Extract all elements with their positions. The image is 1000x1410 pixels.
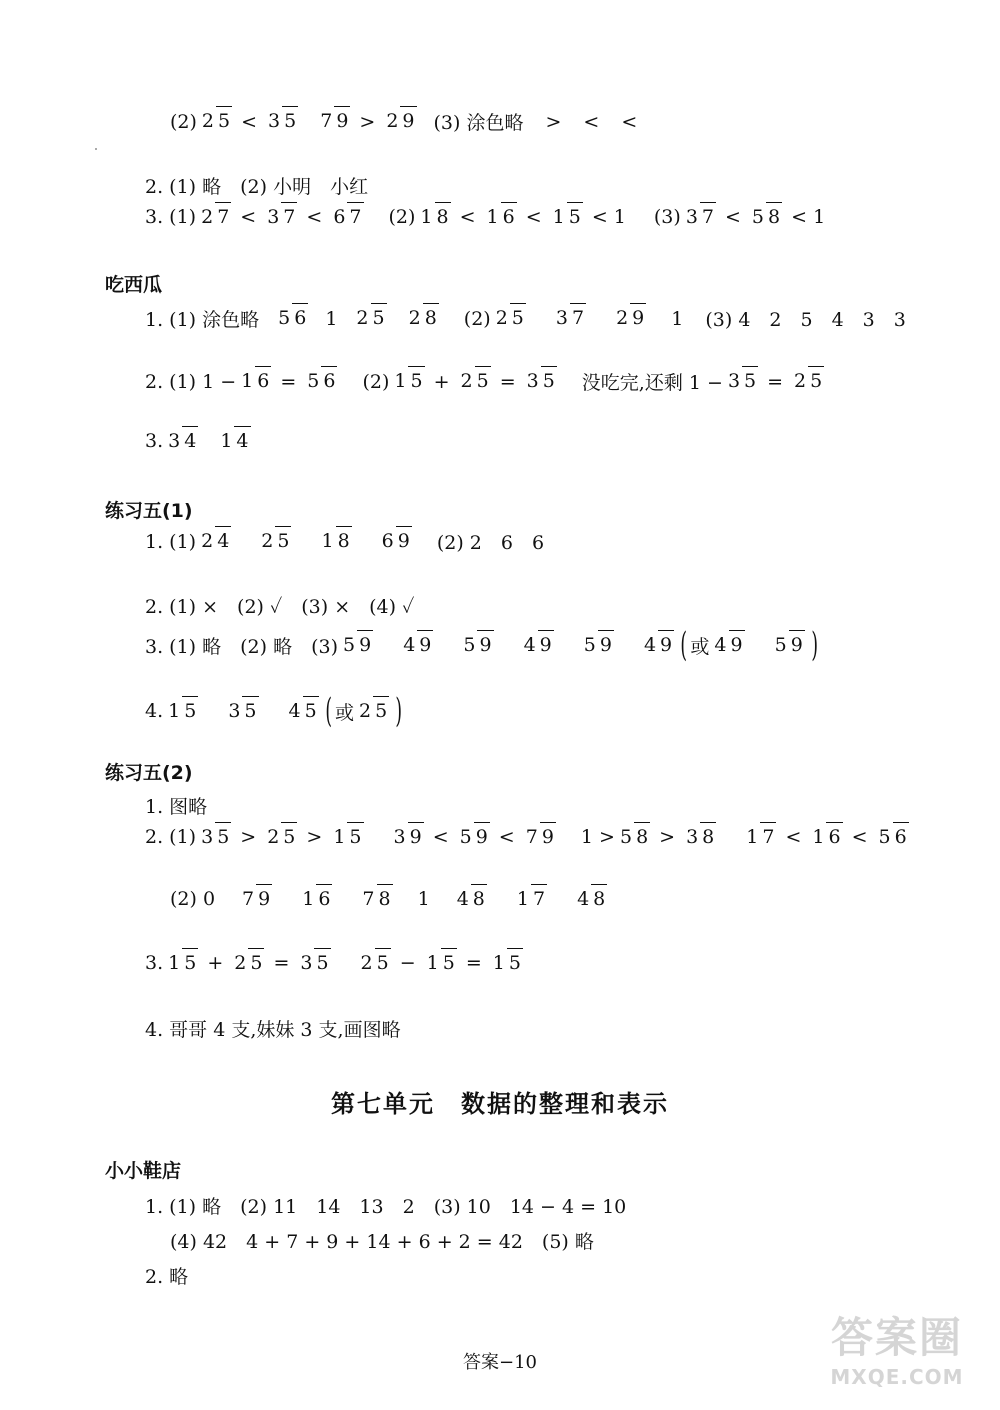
fraction: 1 7 xyxy=(515,890,547,909)
fraction: 7 9 xyxy=(524,828,556,847)
text: 没吃完,还剩 1 − xyxy=(581,372,723,394)
answer-line: 2. (1) 1 − 1 6 = 5 6 (2) 1 5 + 2 5 = 3 5 没吃完,还剩 1 − 3 5 = 2 5 xyxy=(145,368,827,395)
text: 2. (1) × (2) ✓ (3) × (4) ✓ xyxy=(145,596,415,618)
fraction: 3 4 xyxy=(166,432,198,451)
answer-line xyxy=(145,172,368,199)
fraction: 3 5 xyxy=(298,954,330,973)
text: (3) 涂色略 xyxy=(433,112,524,134)
answer-line: 2. (1) 3 5 > 2 5 > 1 5 3 9 < 5 9 < 7 9 1 > 5 8 > 3 8 1 7 < 1 6 < 5 6 xyxy=(145,826,912,848)
text: (4) 42 4 + 7 + 9 + 14 + 6 + 2 = 42 (5) 略 xyxy=(170,1231,594,1253)
answer-line xyxy=(145,1015,401,1042)
fraction: 1 8 xyxy=(418,208,450,227)
fraction: 5 9 xyxy=(341,636,373,655)
label: 1. (1) xyxy=(145,530,197,553)
answer-line: 1. (1) 涂色略 5 6 1 2 5 2 8 (2) 2 5 3 7 2 9 1 (3) 4 2 5 4 3 3 xyxy=(145,305,906,332)
answer-line xyxy=(170,1227,594,1254)
fraction: 3 7 xyxy=(265,208,297,227)
fraction: 3 5 xyxy=(226,702,258,721)
label: 2. (1) xyxy=(145,826,197,848)
fraction: 7 8 xyxy=(360,890,392,909)
text: 2. 略 xyxy=(145,1266,189,1288)
fraction: 2 5 xyxy=(494,309,526,328)
fraction: 2 9 xyxy=(384,112,416,131)
operator: > xyxy=(545,110,562,133)
fraction: 4 9 xyxy=(712,636,744,655)
fraction: 2 5 xyxy=(259,532,291,551)
section-heading: 练习五(2) xyxy=(105,762,193,784)
fraction: 6 7 xyxy=(331,208,363,227)
text: 或 xyxy=(690,635,710,658)
fraction: 3 5 xyxy=(726,372,758,391)
fraction: 1 4 xyxy=(218,432,250,451)
fraction: 2 8 xyxy=(407,309,439,328)
fraction: 4 5 xyxy=(287,702,319,721)
answer-line xyxy=(145,528,544,555)
fraction: 2 9 xyxy=(614,309,646,328)
fraction: 3 8 xyxy=(684,828,716,847)
answer-line xyxy=(145,430,254,452)
fraction: 4 9 xyxy=(401,636,433,655)
fraction: 2 5 xyxy=(232,954,264,973)
label: 1. (1) 涂色略 xyxy=(145,309,260,331)
fraction: 7 9 xyxy=(318,112,350,131)
label: (2) xyxy=(388,206,416,228)
answer-line: 4. 1 5 3 5 4 5 ( 或 2 5 ) xyxy=(145,691,403,731)
section-heading: 小小鞋店 xyxy=(105,1160,182,1182)
watermark-url: MXQE.COM xyxy=(830,1365,964,1389)
text: (3) 4 2 5 4 3 3 xyxy=(705,309,906,331)
operator: < xyxy=(621,110,638,133)
fraction: 3 5 xyxy=(199,828,231,847)
fraction: 4 9 xyxy=(522,636,554,655)
fraction: 2 4 xyxy=(199,532,231,551)
text: 1. 图略 xyxy=(145,796,208,818)
fraction: 1 6 xyxy=(485,208,517,227)
fraction: 4 8 xyxy=(455,890,487,909)
section-heading: 练习五(1) xyxy=(105,500,193,522)
fraction: 1 5 xyxy=(491,954,523,973)
answer-line xyxy=(145,1192,626,1219)
fraction: 1 5 xyxy=(331,828,363,847)
fraction: 7 9 xyxy=(240,890,272,909)
fraction: 2 5 xyxy=(792,372,824,391)
label: (2) xyxy=(170,110,197,133)
operator: < xyxy=(583,110,600,133)
label: 3. xyxy=(145,952,164,974)
watermark-logo xyxy=(812,1302,982,1392)
fraction: 1 5 xyxy=(425,954,457,973)
label: (3) xyxy=(653,206,681,228)
fraction: 2 5 xyxy=(354,309,386,328)
fraction: 3 7 xyxy=(684,208,716,227)
label: 2. (1) 1 − xyxy=(145,370,237,393)
text: 2. (1) 略 (2) 小明 小红 xyxy=(145,176,369,198)
fraction: 5 8 xyxy=(618,828,650,847)
text: 或 xyxy=(334,701,354,724)
label: 3. (1) xyxy=(145,206,197,228)
label: 3. xyxy=(145,430,164,452)
fraction: 3 5 xyxy=(525,372,557,391)
fraction: 4 8 xyxy=(575,890,607,909)
page-number: 答案−10 xyxy=(463,1352,537,1373)
fraction: 5 6 xyxy=(305,372,337,391)
answer-line xyxy=(145,792,207,819)
fraction: 1 6 xyxy=(300,890,332,909)
answer-line: 3. (1) 略 (2) 略 (3) 5 9 4 9 5 9 4 9 5 9 4 9 ( 或 4 9 5 9 ) xyxy=(145,625,818,665)
fraction: 1 7 xyxy=(744,828,776,847)
fraction: 1 5 xyxy=(392,372,424,391)
fraction: 5 6 xyxy=(876,828,908,847)
chapter-title: 第七单元 数据的整理和表示 xyxy=(331,1090,669,1118)
label: 4. xyxy=(145,700,164,722)
fraction: 1 5 xyxy=(166,954,198,973)
fraction: 5 8 xyxy=(750,208,782,227)
section-heading: 吃西瓜 xyxy=(105,274,163,296)
answer-line: 3. 1 5 + 2 5 = 3 5 2 5 − 1 5 = 1 5 xyxy=(145,952,526,974)
answer-line: (2) 0 7 9 1 6 7 8 1 4 8 1 7 4 8 xyxy=(170,888,610,910)
text: 4. 哥哥 4 支,妹妹 3 支,画图略 xyxy=(145,1019,401,1041)
scan-dot xyxy=(95,148,97,150)
fraction: 1 5 xyxy=(551,208,583,227)
fraction: 4 9 xyxy=(642,636,674,655)
label: (2) xyxy=(463,307,491,330)
answer-line xyxy=(145,1262,188,1289)
fraction: 1 6 xyxy=(239,372,271,391)
answer-line: 3. (1) 2 7 < 3 7 < 6 7 (2) 1 8 < 1 6 < 1 5 < 1 (3) 3 7 < 5 8 < 1 xyxy=(145,206,831,228)
fraction: 3 5 xyxy=(266,112,298,131)
fraction: 1 6 xyxy=(810,828,842,847)
text: 1. (1) 略 (2) 11 14 13 2 (3) 10 14 − 4 = 10 xyxy=(145,1196,627,1218)
fraction: 2 5 xyxy=(265,828,297,847)
fraction: 3 7 xyxy=(554,309,586,328)
fraction: 1 8 xyxy=(319,532,351,551)
answer-line xyxy=(170,108,637,135)
fraction: 3 9 xyxy=(392,828,424,847)
label: 3. (1) 略 (2) 略 (3) xyxy=(145,635,338,658)
text: (2) 2 6 6 xyxy=(436,532,545,554)
operator: < xyxy=(241,110,258,133)
watermark-text: 答案圈 xyxy=(830,1313,963,1362)
fraction: 2 5 xyxy=(459,372,491,391)
label: (2) xyxy=(362,370,390,393)
label: (2) 0 xyxy=(170,888,216,910)
fraction: 5 9 xyxy=(461,636,493,655)
fraction: 5 9 xyxy=(458,828,490,847)
operator: > xyxy=(359,110,376,133)
fraction: 2 5 xyxy=(200,112,232,131)
fraction: 2 7 xyxy=(199,208,231,227)
fraction: 5 6 xyxy=(276,309,308,328)
fraction: 6 9 xyxy=(380,532,412,551)
fraction: 5 9 xyxy=(773,636,805,655)
fraction: 2 5 xyxy=(359,954,391,973)
fraction: 1 5 xyxy=(166,702,198,721)
fraction: 2 5 xyxy=(357,702,389,721)
answer-line xyxy=(145,592,414,619)
fraction: 5 9 xyxy=(582,636,614,655)
